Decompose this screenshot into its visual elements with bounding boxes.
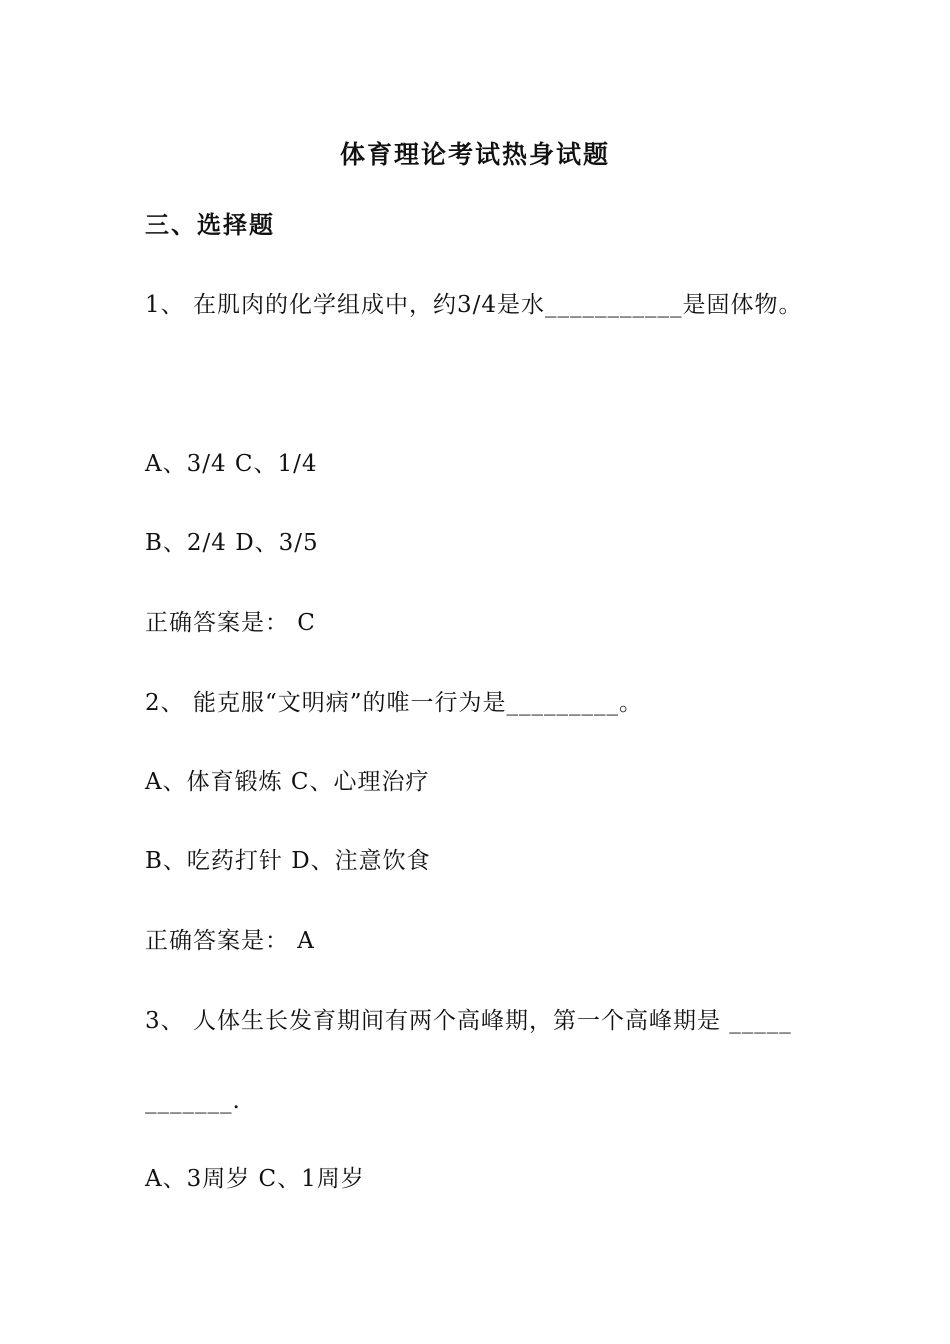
- question-2-answer: 正确答案是： A: [145, 928, 315, 954]
- question-3-stem: 3、 人体生长发育期间有两个高峰期，第一个高峰期是 _____: [145, 1008, 792, 1034]
- question-3-options-row-1: A、3周岁 C、1周岁: [145, 1166, 365, 1192]
- question-1-answer: 正确答案是： C: [145, 610, 316, 636]
- question-1-stem: 1、 在肌肉的化学组成中，约3/4是水___________是固体物。: [145, 292, 803, 318]
- question-2-stem: 2、 能克服“文明病”的唯一行为是_________。: [145, 690, 643, 716]
- question-1-options-row-2: B、2/4 D、3/5: [145, 530, 319, 556]
- question-3-stem-continued: _______.: [145, 1088, 241, 1114]
- section-heading: 三、选择题: [145, 210, 275, 239]
- document-title: 体育理论考试热身试题: [339, 140, 610, 169]
- question-2-options-row-1: A、体育锻炼 C、心理治疗: [145, 769, 430, 795]
- question-2-options-row-2: B、吃药打针 D、注意饮食: [145, 848, 431, 874]
- question-1-options-row-1: A、3/4 C、1/4: [145, 451, 318, 477]
